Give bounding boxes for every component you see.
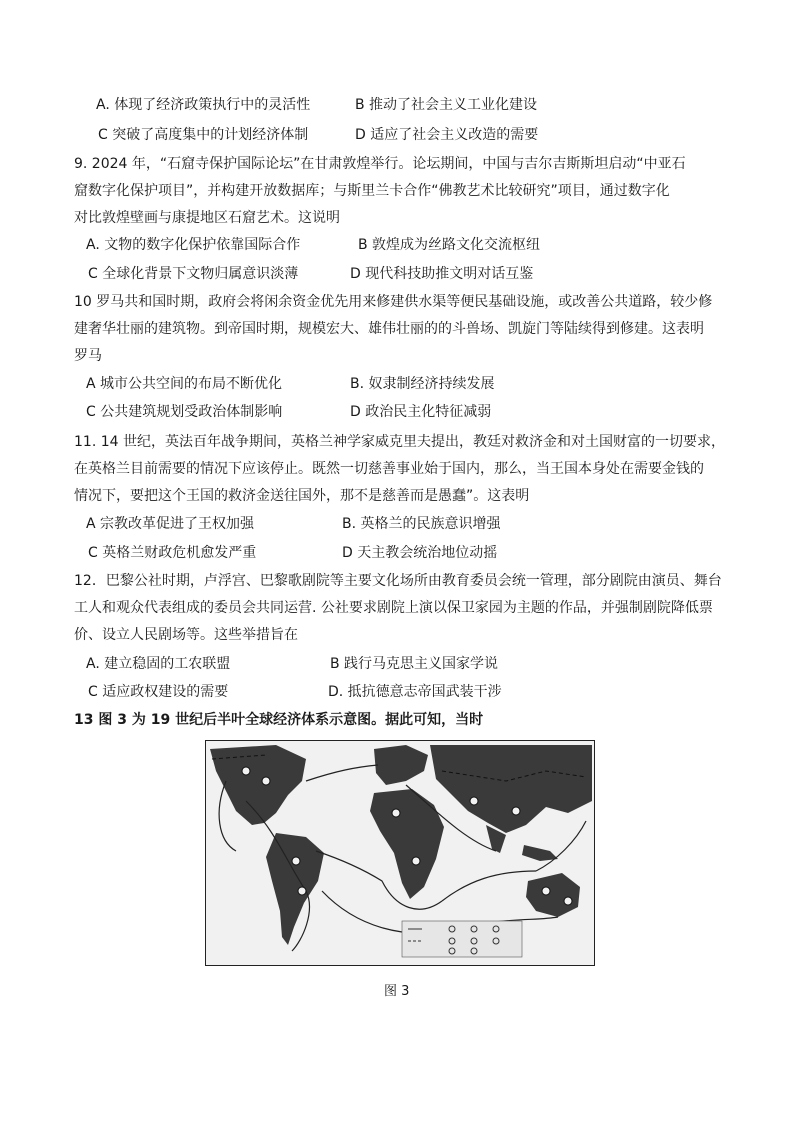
q9-option-a: A. 文物的数字化保护依靠国际合作 xyxy=(86,237,301,253)
legend-box xyxy=(402,921,522,957)
marker-australia-2 xyxy=(564,897,572,905)
q12-option-b: B 践行马克思主义国家学说 xyxy=(330,656,499,672)
q10-option-d: D 政治民主化特征减弱 xyxy=(350,404,492,420)
q9-stem-line-1: 9. 2024 年，“石窟寺保护国际论坛”在甘肃敦煌举行。论坛期间，中国与吉尔吉斯斯坦启动“中亚石 xyxy=(74,156,686,172)
marker-africa-2 xyxy=(412,857,420,865)
marker-north-america-2 xyxy=(262,777,270,785)
q11-option-c: C 英格兰财政危机愈发严重 xyxy=(88,545,257,561)
q10-option-a: A 城市公共空间的布局不断优化 xyxy=(86,376,283,392)
marker-asia-1 xyxy=(470,797,478,805)
q12-option-a: A. 建立稳固的工农联盟 xyxy=(86,656,231,672)
q10-stem-line-3: 罗马 xyxy=(74,348,102,364)
q8-option-c: C 突破了高度集中的计划经济体制 xyxy=(98,127,309,143)
q11-stem-line-2: 在英格兰目前需要的情况下应该停止。既然一切慈善事业始于国内，那么，当王国本身处在需要金钱的 xyxy=(74,461,704,477)
q12-stem-line-2: 工人和观众代表组成的委员会共同运营. 公社要求剧院上演以保卫家园为主题的作品，并强制剧院降低票 xyxy=(74,600,713,616)
q13-stem: 13 图 3 为 19 世纪后半叶全球经济体系示意图。据此可知，当时 xyxy=(74,712,484,728)
q8-option-d: D 适应了社会主义改造的需要 xyxy=(355,127,539,143)
q12-option-d: D. 抵抗德意志帝国武装干涉 xyxy=(328,684,502,700)
q8-option-b: B 推动了社会主义工业化建设 xyxy=(355,97,538,113)
q12-option-c: C 适应政权建设的需要 xyxy=(88,684,229,700)
q11-option-a: A 宗教改革促进了王权加强 xyxy=(86,516,255,532)
world-map-drawing xyxy=(206,741,595,966)
q9-stem-line-2: 窟数字化保护项目”，并构建开放数据库；与斯里兰卡合作“佛教艺术比较研究”项目，通过数字化 xyxy=(74,183,670,199)
marker-south-america-2 xyxy=(298,887,306,895)
q12-stem-line-3: 价、设立人民剧场等。这些举措旨在 xyxy=(74,627,298,643)
q8-option-a: A. 体现了经济政策执行中的灵活性 xyxy=(96,97,311,113)
q10-stem-line-1: 10 罗马共和国时期，政府会将闲余资金优先用来修建供水渠等便民基础设施，或改善公共道路，较少修 xyxy=(74,294,713,310)
q12-stem-line-1: 12．巴黎公社时期，卢浮宫、巴黎歌剧院等主要文化场所由教育委员会统一管理，部分剧院由演员、舞台 xyxy=(74,573,722,589)
q11-option-d: D 天主教会统治地位动摇 xyxy=(342,545,498,561)
marker-south-america-1 xyxy=(292,857,300,865)
q11-option-b: B. 英格兰的民族意识增强 xyxy=(342,516,501,532)
q9-option-d: D 现代科技助推文明对话互鉴 xyxy=(350,266,534,282)
figure-caption: 图 3 xyxy=(384,984,410,999)
q11-stem-line-3: 情况下，要把这个王国的救济金送往国外，那不是慈善而是愚蠢”。这表明 xyxy=(74,488,530,504)
marker-africa-1 xyxy=(392,809,400,817)
q10-stem-line-2: 建奢华壮丽的建筑物。到帝国时期，规模宏大、雄伟壮丽的的斗兽场、凯旋门等陆续得到修建。这表明 xyxy=(74,321,704,337)
marker-north-america-1 xyxy=(242,767,250,775)
map-legend xyxy=(402,921,522,957)
q10-option-c: C 公共建筑规划受政治体制影响 xyxy=(86,404,283,420)
q11-stem-line-1: 11. 14 世纪，英法百年战争期间，英格兰神学家威克里夫提出，教廷对救济金和对土国财富的一切要求， xyxy=(74,434,725,450)
q9-stem-line-3: 对比敦煌壁画与康提地区石窟艺术。这说明 xyxy=(74,210,340,226)
marker-asia-2 xyxy=(512,807,520,815)
q9-option-b: B 敦煌成为丝路文化交流枢纽 xyxy=(358,237,541,253)
marker-australia-1 xyxy=(542,887,550,895)
q9-option-c: C 全球化背景下文物归属意识淡薄 xyxy=(88,266,299,282)
world-economy-map-figure xyxy=(205,740,595,966)
q10-option-b: B. 奴隶制经济持续发展 xyxy=(350,376,495,392)
